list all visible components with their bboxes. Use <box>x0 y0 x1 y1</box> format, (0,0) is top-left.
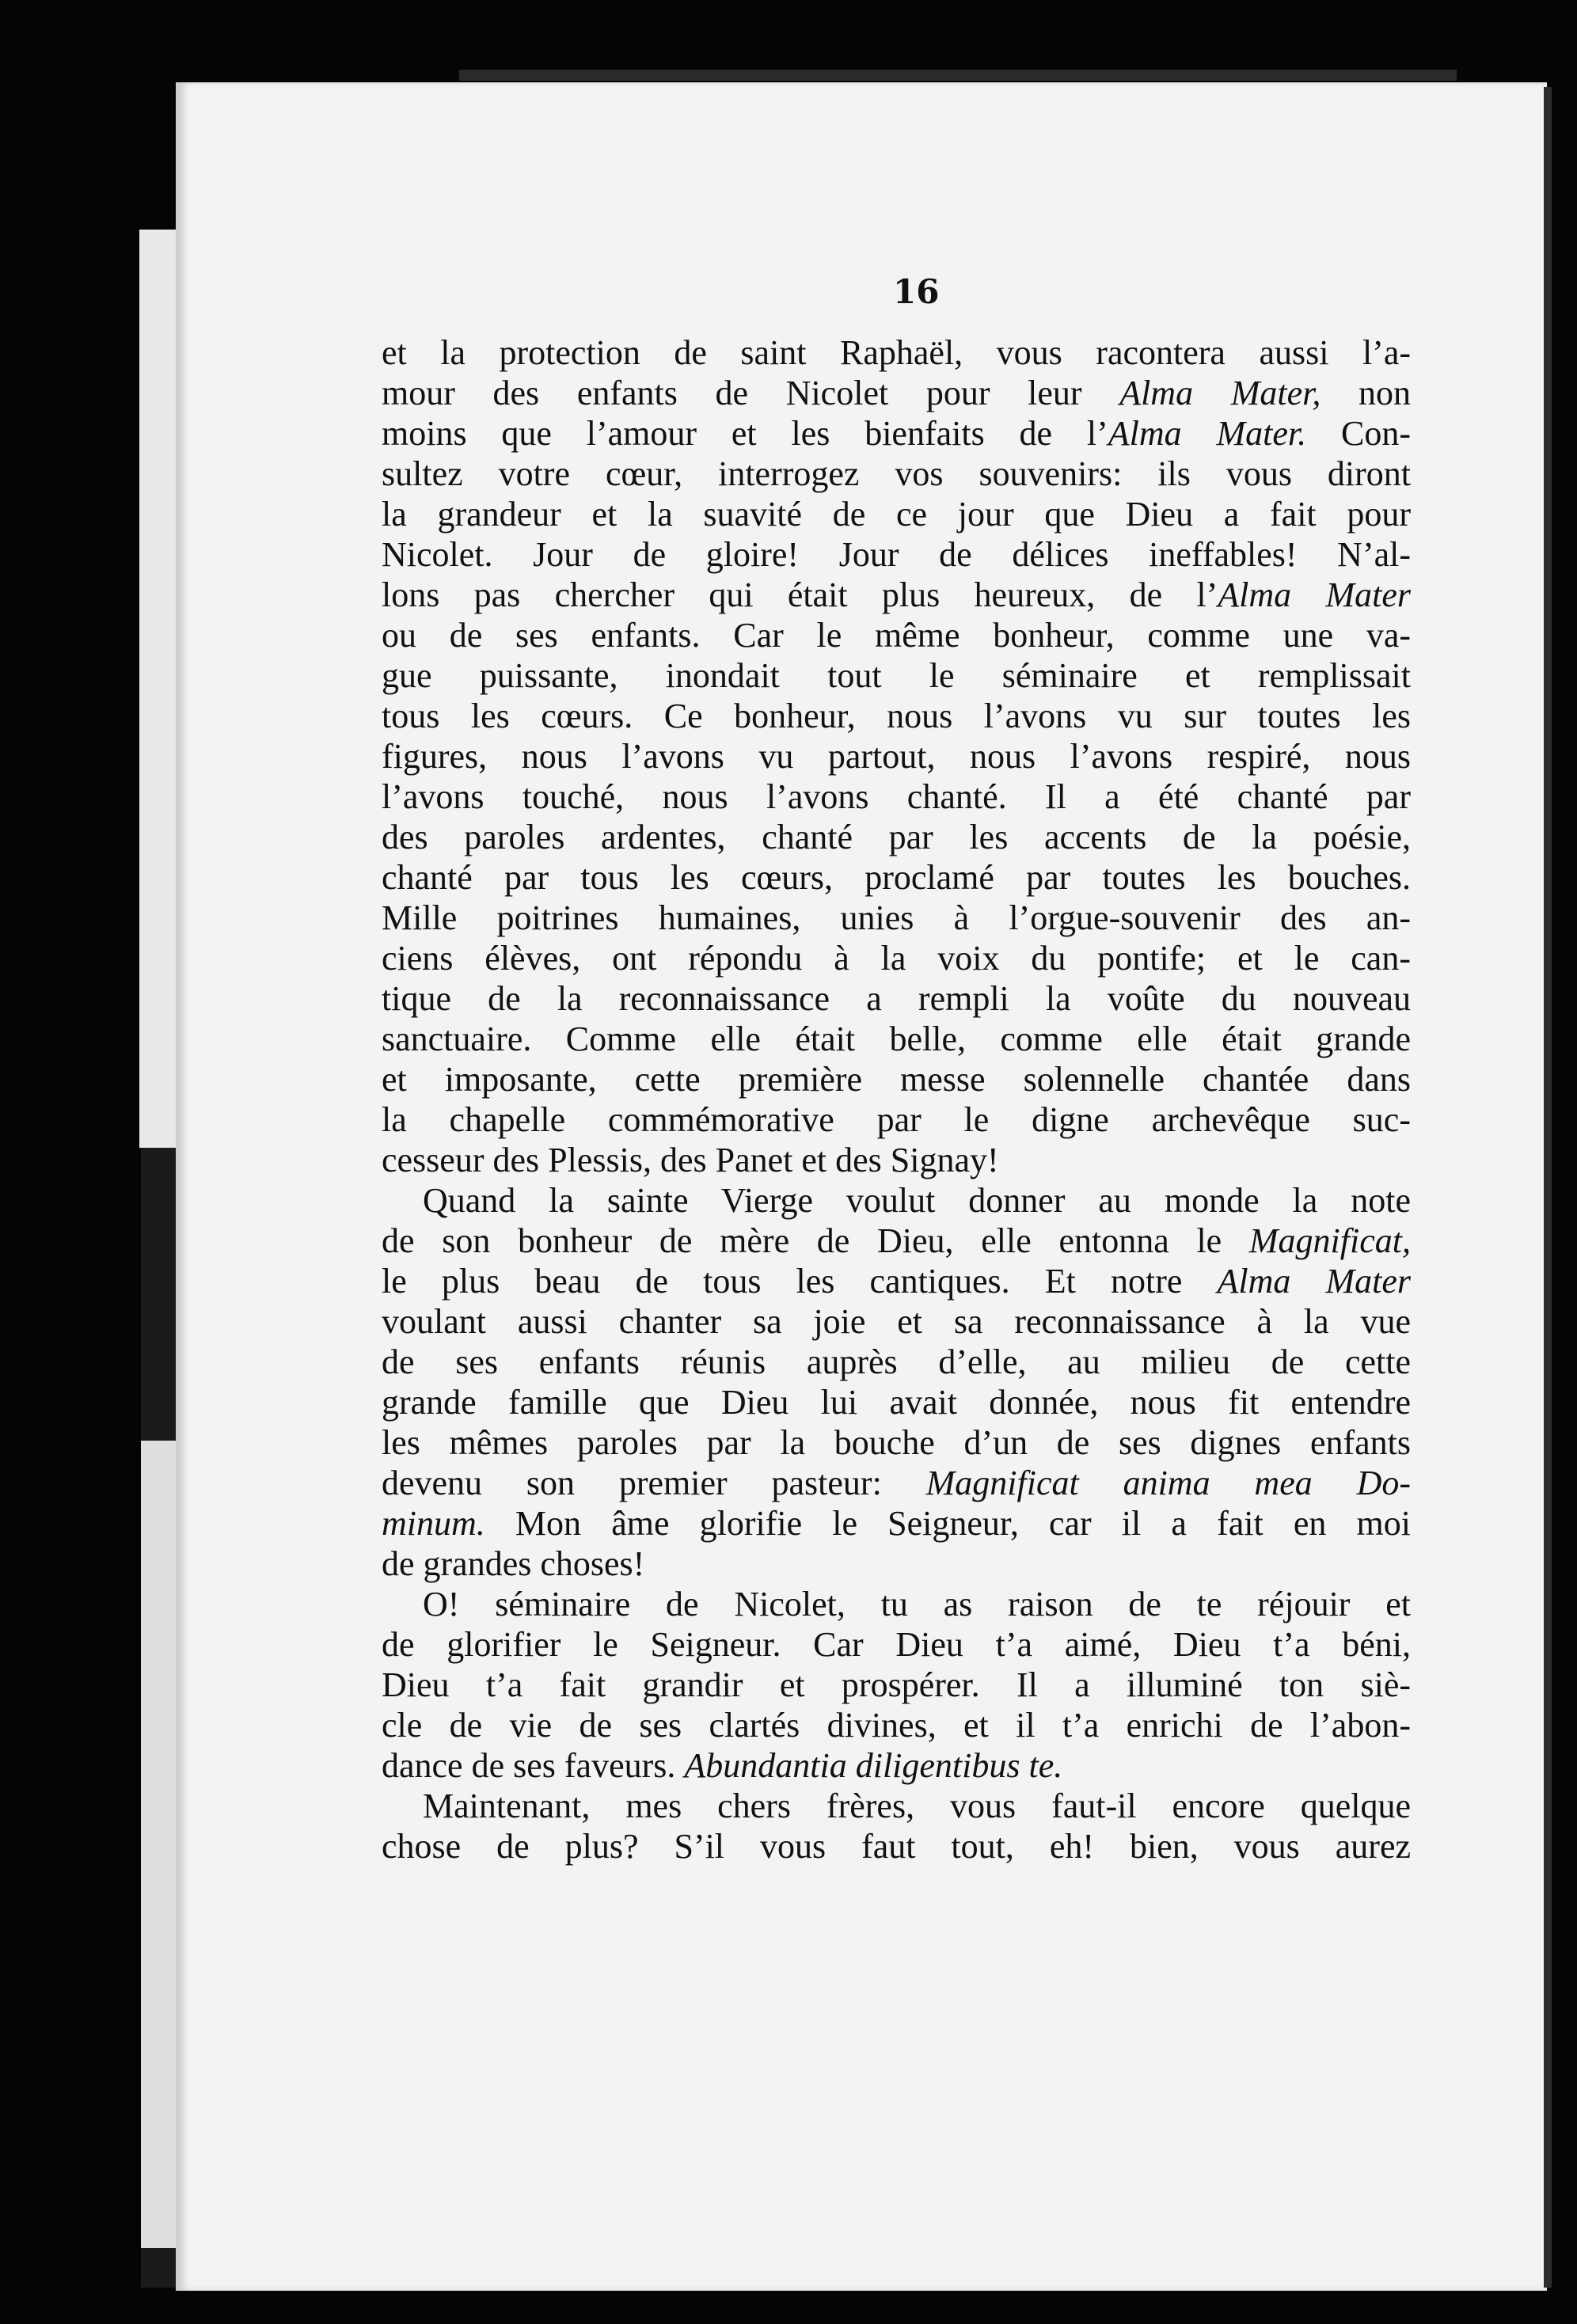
italic-phrase: Abundantia diligentibus te. <box>684 1746 1063 1785</box>
page-right-edge <box>1544 87 1552 2288</box>
italic-phrase: Alma Mater, <box>1119 374 1321 412</box>
text-run: sanctuaire. Comme elle était belle, comme elle était grande <box>382 1020 1411 1058</box>
text-line <box>382 1786 1411 1826</box>
text-run: Mille poitrines humaines, unies à l’orgue-souvenir des an- <box>382 898 1411 937</box>
text-run: cesseur des Plessis, des Panet et des Signay! <box>382 1141 999 1179</box>
text-line <box>382 696 1411 736</box>
text-run: Maintenant, mes chers frères, vous faut-il encore quelque <box>423 1787 1411 1825</box>
text-run: mour des enfants de Nicolet pour leur <box>382 374 1120 412</box>
text-line <box>382 1463 1411 1503</box>
text-line <box>382 1382 1411 1422</box>
text-run: gue puissante, inondait tout le séminaire et remplissait <box>382 656 1411 695</box>
italic-phrase: Magnificat anima mea Do- <box>925 1464 1411 1502</box>
text-line <box>382 1019 1411 1059</box>
text-run: et la protection de saint Raphaël, vous racontera aussi l’a- <box>382 333 1411 372</box>
italic-phrase: Alma Mater <box>1218 575 1412 614</box>
text-line <box>382 1059 1411 1099</box>
text-run: Nicolet. Jour de gloire! Jour de délices ineffables! N’al- <box>382 535 1411 574</box>
text-run: ciens élèves, ont répondu à la voix du pontife; et le can- <box>382 939 1411 978</box>
text-line <box>382 978 1411 1019</box>
text-run: Dieu t’a fait grandir et prospérer. Il a illuminé ton siè- <box>382 1665 1411 1704</box>
text-run: des paroles ardentes, chanté par les accents de la poésie, <box>382 818 1411 856</box>
text-line <box>382 1624 1411 1665</box>
text-line <box>382 1221 1411 1261</box>
text-line <box>382 413 1411 454</box>
text-run: cle de vie de ses clartés divines, et il t’a enrichi de l’abon- <box>382 1706 1411 1745</box>
text-line <box>382 898 1411 938</box>
text-line <box>382 1301 1411 1342</box>
text-line <box>382 1180 1411 1221</box>
text-run: Quand la sainte Vierge voulut donner au monde la note <box>423 1181 1411 1220</box>
text-run: de grandes choses! <box>382 1544 645 1583</box>
text-line <box>382 857 1411 898</box>
text-line <box>382 1705 1411 1745</box>
text-run: figures, nous l’avons vu partout, nous l’avons respiré, nous <box>382 737 1411 776</box>
text-run: grande famille que Dieu lui avait donnée, nous fit entendre <box>382 1383 1411 1422</box>
text-run: l’avons touché, nous l’avons chanté. Il a été chanté par <box>382 777 1411 816</box>
text-run: tous les cœurs. Ce bonheur, nous l’avons vu sur toutes les <box>382 697 1411 735</box>
text-line <box>382 777 1411 817</box>
italic-phrase: minum. <box>382 1504 485 1543</box>
text-line <box>382 938 1411 978</box>
text-line <box>382 1099 1411 1140</box>
underlying-sheet-edge <box>459 70 1457 81</box>
text-line <box>382 1584 1411 1624</box>
text-line <box>382 1422 1411 1463</box>
text-line <box>382 1665 1411 1705</box>
text-run: de glorifier le Seigneur. Car Dieu t’a aimé, Dieu t’a béni, <box>382 1625 1411 1664</box>
text-line <box>382 534 1411 575</box>
italic-phrase: Alma Mater <box>1217 1262 1411 1301</box>
text-line <box>382 1342 1411 1382</box>
text-line <box>382 736 1411 777</box>
text-line <box>382 1745 1411 1786</box>
text-run: dance de ses faveurs. <box>382 1746 685 1785</box>
text-run: O! séminaire de Nicolet, tu as raison de te réjouir et <box>423 1585 1411 1623</box>
italic-phrase: Magnificat, <box>1248 1221 1411 1260</box>
text-run: sultez votre cœur, interrogez vos souvenirs: ils vous diront <box>382 454 1411 493</box>
text-run: la grandeur et la suavité de ce jour que Dieu a fait pour <box>382 495 1411 534</box>
text-line <box>382 1261 1411 1301</box>
text-line <box>382 1544 1411 1584</box>
text-run: les mêmes paroles par la bouche d’un de ses dignes enfants <box>382 1423 1411 1462</box>
text-line <box>382 373 1411 413</box>
text-run: devenu son premier pasteur: <box>382 1464 926 1502</box>
text-run: ou de ses enfants. Car le même bonheur, comme une va- <box>382 616 1411 655</box>
text-run: de ses enfants réunis auprès d’elle, au milieu de cette <box>382 1342 1411 1381</box>
text-run: voulant aussi chanter sa joie et sa reconnaissance à la vue <box>382 1302 1411 1341</box>
text-line <box>382 615 1411 655</box>
text-line <box>382 575 1411 615</box>
text-line <box>382 332 1411 373</box>
text-line <box>382 1826 1411 1866</box>
italic-phrase: Alma Mater. <box>1108 414 1307 453</box>
text-run: et imposante, cette première messe solennelle chantée dans <box>382 1060 1411 1099</box>
text-run: chanté par tous les cœurs, proclamé par toutes les bouches. <box>382 858 1411 897</box>
text-line <box>382 817 1411 857</box>
body-text <box>382 332 1411 1866</box>
text-run: chose de plus? S’il vous faut tout, eh! bien, vous aurez <box>382 1827 1411 1866</box>
text-line <box>382 1503 1411 1544</box>
text-run: lons pas chercher qui était plus heureux, de l’ <box>382 575 1218 614</box>
text-line <box>382 655 1411 696</box>
text-run: Con- <box>1306 414 1412 453</box>
text-line <box>382 1140 1411 1180</box>
text-line <box>382 494 1411 534</box>
text-run: tique de la reconnaissance a rempli la voûte du nouveau <box>382 979 1411 1018</box>
page-number: 16 <box>893 272 940 311</box>
text-run: Mon âme glorifie le Seigneur, car il a fait en moi <box>484 1504 1411 1543</box>
text-run: le plus beau de tous les cantiques. Et notre <box>382 1262 1218 1301</box>
text-run: moins que l’amour et les bienfaits de l’ <box>382 414 1108 453</box>
text-line <box>382 454 1411 494</box>
text-run: non <box>1320 374 1412 412</box>
text-run: de son bonheur de mère de Dieu, elle entonna le <box>382 1221 1249 1260</box>
text-run: la chapelle commémorative par le digne archevêque suc- <box>382 1100 1411 1139</box>
